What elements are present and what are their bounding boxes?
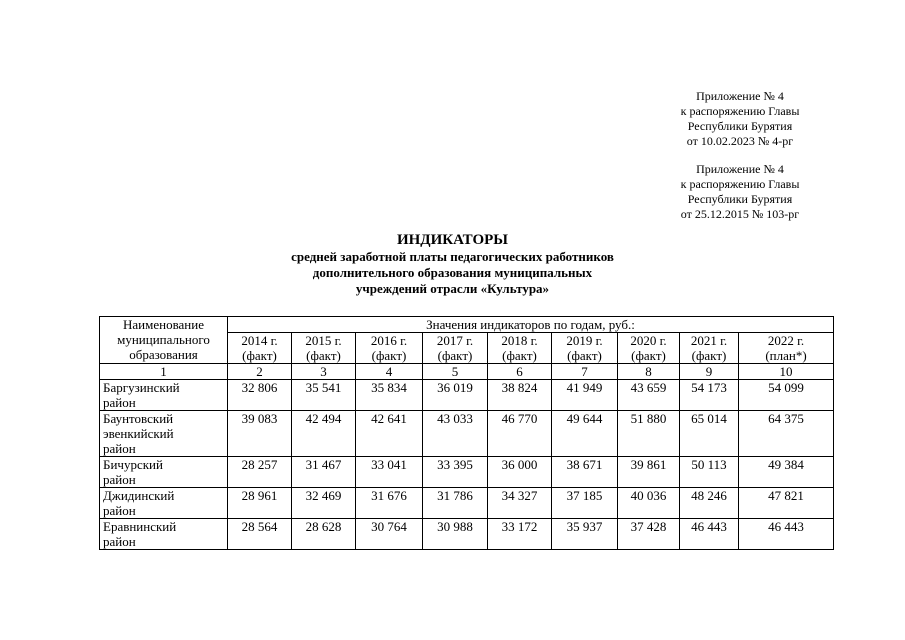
region-name [100,380,228,411]
indicator-value: 41 949 [552,380,618,411]
year-header-line: 2019 г. [566,333,603,348]
year-header [423,333,488,364]
header-line: образования [129,347,198,362]
table-row [100,411,834,457]
indicator-value: 35 541 [292,380,356,411]
year-header-line: 2017 г. [436,333,474,348]
year-header [292,333,356,364]
indicator-value: 36 000 [488,457,552,488]
year-header-line: 2016 г. [370,333,408,348]
year-header-line: 2020 г. [630,333,667,348]
appendix-line: Приложение № 4 [696,89,784,103]
region-name-line: район [103,472,136,487]
appendix-line: Республики Бурятия [687,119,793,133]
year-header-line: 2022 г. [767,333,805,348]
indicator-value: 54 173 [680,380,739,411]
year-header-line: (факт) [691,348,727,363]
appendix-line: от 25.12.2015 № 103-рг [680,207,800,221]
column-number: 1 [100,364,228,380]
indicator-value: 47 821 [739,488,834,519]
table-row [100,380,834,411]
column-number: 5 [423,364,488,380]
indicator-value: 28 961 [228,488,292,519]
indicator-value: 30 988 [423,519,488,550]
year-header [618,333,680,364]
appendix-line: от 10.02.2023 № 4-рг [686,134,794,148]
indicator-value: 51 880 [618,411,680,457]
column-number: 9 [680,364,739,380]
indicator-value: 31 786 [423,488,488,519]
year-header-line: 2018 г. [501,333,538,348]
region-column-header [100,317,228,364]
table-row [100,457,834,488]
appendix-line: Республики Бурятия [687,192,793,206]
column-number: 2 [228,364,292,380]
indicator-value: 46 443 [739,519,834,550]
appendix-line: к распоряжению Главы [680,177,800,191]
indicator-value: 49 644 [552,411,618,457]
indicator-value: 46 443 [680,519,739,550]
region-name-line: район [103,534,136,549]
column-numbers-row [100,364,834,380]
year-header-line: (факт) [567,348,602,363]
indicator-value: 64 375 [739,411,834,457]
indicator-value: 31 467 [292,457,356,488]
indicator-value: 49 384 [739,457,834,488]
indicators-table [99,316,834,550]
indicator-value: 42 641 [356,411,423,457]
indicator-value: 42 494 [292,411,356,457]
title-line: средней заработной платы педагогических работников [291,249,614,264]
indicator-value: 32 806 [228,380,292,411]
year-header-line: (факт) [631,348,666,363]
column-number: 6 [488,364,552,380]
appendix-line: к распоряжению Главы [680,104,800,118]
indicator-value: 40 036 [618,488,680,519]
indicator-value: 30 764 [356,519,423,550]
indicator-value: 32 469 [292,488,356,519]
indicator-value: 33 172 [488,519,552,550]
year-header [228,333,292,364]
indicator-value: 50 113 [680,457,739,488]
table-row [100,519,834,550]
year-header-line: 2014 г. [241,333,278,348]
column-number: 10 [739,364,834,380]
year-header [488,333,552,364]
column-number: 4 [356,364,423,380]
values-group-header: Значения индикаторов по годам, руб.: [228,317,834,333]
indicator-value: 33 041 [356,457,423,488]
region-name [100,488,228,519]
region-name-line: эвенкийский [103,426,174,441]
indicator-value: 39 861 [618,457,680,488]
header-row [100,317,834,333]
year-header-line: (факт) [371,348,407,363]
indicator-value: 33 395 [423,457,488,488]
year-header [680,333,739,364]
year-header [739,333,834,364]
year-header-line: 2021 г. [690,333,728,348]
indicator-value: 46 770 [488,411,552,457]
header-line: муниципального [117,332,210,347]
region-name [100,411,228,457]
indicator-value: 39 083 [228,411,292,457]
indicator-value: 35 937 [552,519,618,550]
region-name-line: Еравнинский [103,519,177,534]
title-main: ИНДИКАТОРЫ [396,232,509,248]
year-header [552,333,618,364]
indicator-value: 65 014 [680,411,739,457]
region-name-line: Бичурский [103,457,163,472]
appendix-block-original [640,162,840,222]
appendix-block-current [640,89,840,149]
region-name-line: район [103,441,136,456]
region-name-line: Баунтовский [103,411,174,426]
region-name-line: район [103,395,136,410]
indicator-value: 35 834 [356,380,423,411]
year-header-line: (факт) [437,348,473,363]
indicator-value: 28 257 [228,457,292,488]
indicator-value: 43 033 [423,411,488,457]
indicator-value: 38 824 [488,380,552,411]
indicator-value: 54 099 [739,380,834,411]
year-header [356,333,423,364]
indicator-value: 36 019 [423,380,488,411]
year-header-line: (факт) [242,348,277,363]
indicator-value: 28 628 [292,519,356,550]
title-line: дополнительного образования муниципальных [312,265,593,280]
indicator-value: 48 246 [680,488,739,519]
region-name-line: район [103,503,136,518]
region-name-line: Баргузинский [103,380,180,395]
year-header-line: (факт) [502,348,537,363]
indicator-value: 34 327 [488,488,552,519]
column-number: 8 [618,364,680,380]
region-name [100,519,228,550]
year-header-line: (план*) [765,348,807,363]
region-name [100,457,228,488]
indicator-value: 38 671 [552,457,618,488]
header-line: Наименование [123,317,204,332]
indicator-value: 28 564 [228,519,292,550]
year-header-line: (факт) [306,348,341,363]
title-line: учреждений отрасли «Культура» [355,281,550,296]
region-name-line: Джидинский [103,488,175,503]
year-header-line: 2015 г. [305,333,342,348]
document-title [0,231,905,297]
indicator-value: 37 185 [552,488,618,519]
table-row [100,488,834,519]
appendix-line: Приложение № 4 [696,162,784,176]
indicator-value: 31 676 [356,488,423,519]
indicator-value: 37 428 [618,519,680,550]
column-number: 3 [292,364,356,380]
column-number: 7 [552,364,618,380]
indicator-value: 43 659 [618,380,680,411]
table-body [100,380,834,550]
